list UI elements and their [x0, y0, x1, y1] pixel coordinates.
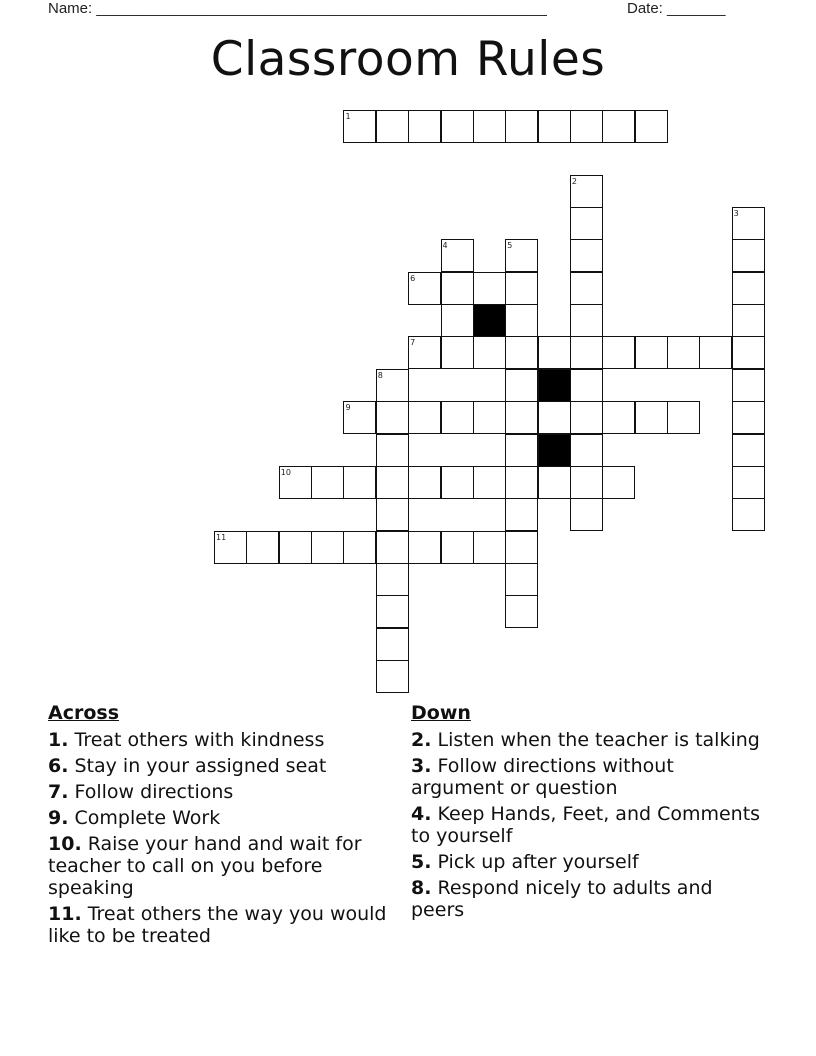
clue-text: Stay in your assigned seat — [74, 755, 327, 777]
grid-cell[interactable] — [570, 401, 603, 434]
clue-across-11 — [48, 903, 398, 947]
grid-cell[interactable] — [570, 369, 603, 402]
across-heading: Across — [48, 702, 120, 724]
clue-number-label: 10 — [280, 467, 291, 477]
clue-number: 1. — [48, 729, 69, 751]
black-cell — [473, 304, 506, 337]
grid-cell[interactable] — [538, 336, 571, 369]
clue-number: 5. — [411, 851, 432, 873]
date-field-label: Date: _______ — [627, 0, 726, 17]
clue-number: 8. — [411, 877, 432, 899]
grid-cell[interactable] — [505, 304, 538, 337]
grid-cell[interactable] — [408, 401, 441, 434]
grid-cell[interactable] — [538, 110, 571, 143]
page-title: Classroom Rules — [210, 32, 606, 87]
grid-cell[interactable] — [505, 110, 538, 143]
grid-cell[interactable] — [635, 401, 668, 434]
grid-cell[interactable] — [473, 401, 506, 434]
clue-number: 9. — [48, 807, 69, 829]
grid-cell[interactable] — [505, 498, 538, 531]
grid-cell[interactable] — [570, 239, 603, 272]
black-cell — [538, 369, 571, 402]
grid-cell[interactable] — [570, 207, 603, 240]
grid-cell[interactable] — [538, 401, 571, 434]
grid-cell[interactable] — [635, 336, 668, 369]
grid-cell[interactable] — [570, 434, 603, 467]
grid-cell[interactable] — [732, 239, 765, 272]
grid-cell[interactable] — [376, 401, 409, 434]
grid-cell[interactable] — [441, 336, 474, 369]
grid-cell[interactable] — [538, 466, 571, 499]
clue-number-label: 4 — [442, 241, 448, 251]
clue-number-label: 5 — [507, 241, 513, 251]
grid-cell[interactable] — [343, 531, 376, 564]
grid-cell[interactable] — [246, 531, 279, 564]
clue-across-9 — [48, 807, 398, 829]
grid-cell[interactable] — [376, 628, 409, 661]
clue-down-3 — [411, 755, 761, 799]
grid-cell[interactable] — [570, 498, 603, 531]
clue-number: 10. — [48, 833, 82, 855]
grid-cell[interactable] — [505, 369, 538, 402]
clue-text: Follow directions — [74, 781, 234, 803]
grid-cell[interactable] — [376, 466, 409, 499]
grid-cell[interactable] — [441, 401, 474, 434]
grid-cell[interactable] — [376, 531, 409, 564]
clue-text: Listen when the teacher is talking — [437, 729, 760, 751]
grid-cell[interactable] — [505, 401, 538, 434]
grid-cell[interactable] — [732, 498, 765, 531]
black-cell — [538, 434, 571, 467]
grid-cell[interactable] — [441, 272, 474, 305]
grid-cell[interactable] — [699, 336, 732, 369]
clue-number-label: 8 — [377, 370, 383, 380]
clue-text: Keep Hands, Feet, and Comments to yourself — [411, 803, 761, 847]
grid-cell[interactable] — [408, 466, 441, 499]
clue-text: Treat others with kindness — [74, 729, 325, 751]
name-field-label: Name: ______________________________________________________ — [48, 0, 547, 17]
clue-down-5 — [411, 851, 761, 873]
clue-number-label: 7 — [410, 338, 416, 348]
clue-number-label: 11 — [216, 532, 227, 542]
clue-across-6 — [48, 755, 398, 777]
grid-cell[interactable] — [441, 531, 474, 564]
grid-cell[interactable] — [376, 563, 409, 596]
grid-cell[interactable] — [602, 336, 635, 369]
grid-cell[interactable] — [473, 531, 506, 564]
clue-number-label: 6 — [410, 273, 416, 283]
clue-across-1 — [48, 729, 398, 751]
grid-cell[interactable] — [473, 110, 506, 143]
grid-cell[interactable] — [505, 336, 538, 369]
clue-number-label: 9 — [345, 403, 351, 413]
grid-cell[interactable] — [732, 369, 765, 402]
grid-cell[interactable] — [505, 272, 538, 305]
clue-number: 11. — [48, 903, 82, 925]
down-clues — [411, 702, 761, 925]
grid-cell[interactable] — [667, 401, 700, 434]
grid-cell[interactable] — [602, 401, 635, 434]
clue-number: 2. — [411, 729, 432, 751]
clue-number-label: 3 — [733, 209, 739, 219]
grid-cell[interactable] — [732, 466, 765, 499]
clue-number: 6. — [48, 755, 69, 777]
clue-number-label: 1 — [345, 112, 351, 121]
grid-cell[interactable] — [311, 531, 344, 564]
grid-cell[interactable] — [667, 336, 700, 369]
grid-cell[interactable] — [732, 304, 765, 337]
grid-cell[interactable] — [343, 466, 376, 499]
clue-text: Pick up after yourself — [437, 851, 639, 873]
grid-cell[interactable] — [732, 272, 765, 305]
grid-cell[interactable] — [570, 110, 603, 143]
down-heading: Down — [411, 702, 471, 724]
grid-cell[interactable] — [473, 336, 506, 369]
grid-cell[interactable] — [376, 595, 409, 628]
grid-cell[interactable] — [732, 336, 765, 369]
grid-cell[interactable] — [441, 466, 474, 499]
grid-cell[interactable] — [376, 498, 409, 531]
clue-down-8 — [411, 877, 761, 921]
grid-cell[interactable] — [311, 466, 344, 499]
grid-cell[interactable] — [376, 434, 409, 467]
clue-number: 3. — [411, 755, 432, 777]
clue-text: Respond nicely to adults and peers — [411, 877, 713, 921]
grid-cell[interactable] — [635, 110, 668, 143]
grid-cell[interactable] — [376, 660, 409, 693]
clue-down-2 — [411, 729, 761, 751]
grid-cell[interactable] — [505, 466, 538, 499]
clue-number: 4. — [411, 803, 432, 825]
grid-cell[interactable] — [570, 336, 603, 369]
clue-across-7 — [48, 781, 398, 803]
clue-number: 7. — [48, 781, 69, 803]
clue-number-label: 2 — [571, 176, 577, 186]
grid-cell[interactable] — [570, 272, 603, 305]
clue-text: Raise your hand and wait for teacher to call on you before speaking — [48, 833, 362, 899]
grid-cell[interactable] — [408, 110, 441, 143]
clue-text: Follow directions without argument or question — [411, 755, 674, 799]
grid-cell[interactable] — [570, 304, 603, 337]
grid-cell[interactable] — [441, 110, 474, 143]
across-clues — [48, 702, 398, 951]
grid-cell[interactable] — [473, 272, 506, 305]
grid-cell[interactable] — [408, 531, 441, 564]
grid-cell[interactable] — [505, 563, 538, 596]
grid-cell[interactable] — [570, 466, 603, 499]
grid-cell[interactable] — [279, 531, 312, 564]
grid-cell[interactable] — [376, 110, 409, 143]
clue-across-10 — [48, 833, 398, 899]
clue-text: Treat others the way you would like to be treated — [48, 903, 387, 947]
grid-cell[interactable] — [505, 595, 538, 628]
grid-cell[interactable] — [602, 466, 635, 499]
grid-cell[interactable] — [732, 401, 765, 434]
grid-cell[interactable] — [505, 531, 538, 564]
clue-down-4 — [411, 803, 761, 847]
clue-text: Complete Work — [74, 807, 221, 829]
grid-cell[interactable] — [441, 304, 474, 337]
grid-cell[interactable] — [732, 434, 765, 467]
grid-cell[interactable] — [505, 434, 538, 467]
grid-cell[interactable] — [473, 466, 506, 499]
grid-cell[interactable] — [602, 110, 635, 143]
